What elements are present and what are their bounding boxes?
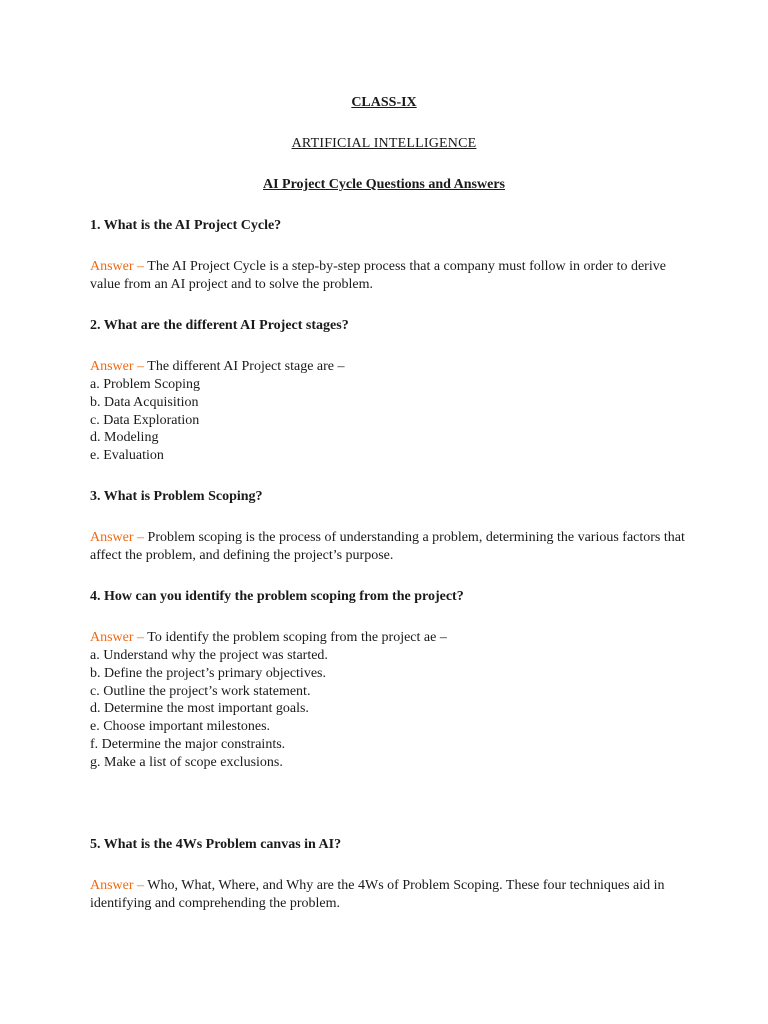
list-item: c. Outline the project’s work statement. [90, 683, 311, 699]
list-item: a. Problem Scoping [90, 377, 201, 392]
answer-1 [90, 258, 690, 294]
answer-label: Answer – [90, 630, 145, 645]
list-item: b. Define the project’s primary objectives. [90, 665, 326, 681]
class-heading: CLASS-IX [351, 95, 417, 110]
question-1: 1. What is the AI Project Cycle? [90, 218, 282, 233]
subject-heading: ARTIFICIAL INTELLIGENCE [291, 136, 477, 151]
list-item: d. Determine the most important goals. [90, 701, 309, 717]
answer-4 [90, 629, 690, 647]
list-item: e. Choose important milestones. [90, 719, 271, 735]
list-item: e. Evaluation [90, 448, 164, 464]
qa-block-5 [90, 836, 690, 913]
list-item: d. Modeling [90, 430, 159, 446]
question-4: 4. How can you identify the problem scoping from the project? [90, 589, 464, 604]
answer-label: Answer – [90, 530, 145, 545]
question-2: 2. What are the different AI Project stages? [90, 318, 349, 333]
answer-text: Who, What, Where, and Why are the 4Ws of Problem Scoping. These four techniques aid in identifying and comprehending the problem. [90, 878, 665, 911]
answer-text: To identify the problem scoping from the project ae – [144, 630, 447, 645]
answer-label: Answer – [90, 878, 145, 893]
list-item: g. Make a list of scope exclusions. [90, 754, 283, 770]
question-3: 3. What is Problem Scoping? [90, 489, 263, 504]
question-5: 5. What is the 4Ws Problem canvas in AI? [90, 837, 342, 852]
document-title: AI Project Cycle Questions and Answers [262, 177, 505, 192]
answer-label: Answer – [90, 359, 145, 374]
qa-block-4 [90, 588, 690, 772]
list-item: f. Determine the major constraints. [90, 736, 286, 752]
answer-list-4 [90, 647, 690, 772]
answer-text: Problem scoping is the process of understanding a problem, determining the various factors that affect the problem, and defining the project’s purpose. [90, 530, 685, 563]
answer-text: The AI Project Cycle is a step-by-step process that a company must follow in order to derive value from an AI project and to solve the problem. [90, 259, 666, 292]
list-item: b. Data Acquisition [90, 394, 199, 410]
answer-text: The different AI Project stage are – [144, 359, 345, 374]
answer-2 [90, 358, 690, 376]
qa-block-1 [90, 217, 690, 294]
qa-block-2 [90, 317, 690, 465]
answer-5 [90, 877, 690, 913]
qa-block-3 [90, 488, 690, 565]
list-item: c. Data Exploration [90, 412, 200, 428]
answer-3 [90, 529, 690, 565]
answer-list-2 [90, 376, 690, 465]
list-item: a. Understand why the project was started. [90, 648, 328, 663]
answer-label: Answer – [90, 259, 145, 274]
